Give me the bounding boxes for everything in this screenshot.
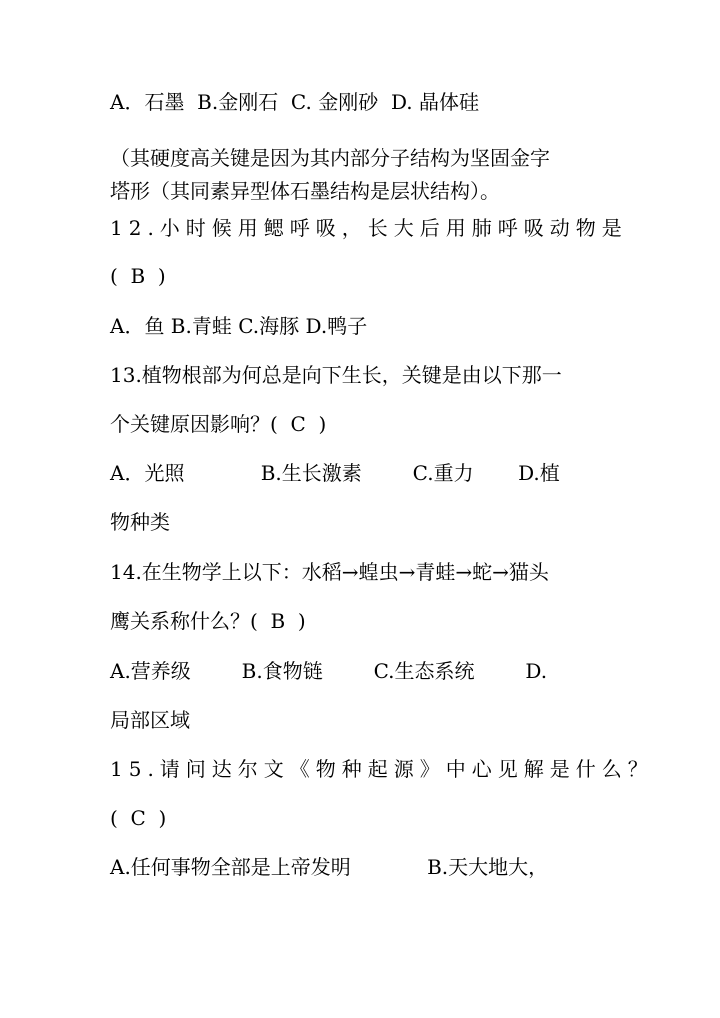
q11-explanation-line-2: 塔形（其同素异型体石墨结构是层状结构）。 [110, 179, 500, 203]
q12-options: A．鱼 B.青蛙 C.海豚 D.鸭子 [110, 314, 368, 338]
q12-answer: ( B ) [110, 264, 166, 288]
q11-explanation-line-1: （其硬度高关键是因为其内部分子结构为坚固金字 [110, 146, 550, 170]
q14-question-line-1: 14.在生物学上以下：水稻→蝗虫→青蛙→蛇→猫头 [110, 560, 549, 584]
q14-options-line-1: A.营养级 B.食物链 C.生态系统 D. [110, 659, 548, 683]
q13-question-line-2: 个关键原因影响？( C ) [110, 412, 327, 436]
q13-options-line-2: 物种类 [110, 510, 170, 534]
q14-question-line-2: 鹰关系称什么？( B ) [110, 609, 306, 633]
q15-answer: ( C ) [110, 806, 167, 830]
q15-question: 15.请问达尔文《物种起源》中心见解是什么？ [110, 757, 654, 781]
q15-options-line-1: A.任何事物全部是上帝发明 B.天大地大， [110, 855, 549, 879]
q11-options: A．石墨 B.金刚石 C. 金刚砂 D. 晶体硅 [110, 90, 479, 114]
q13-question-line-1: 13.植物根部为何总是向下生长，关键是由以下那一 [110, 363, 562, 387]
q12-question: 12.小时候用鳃呼吸，长大后用肺呼吸动物是 [110, 216, 628, 240]
q14-options-line-2: 局部区域 [110, 708, 190, 732]
q13-options-line-1: A．光照 B.生长激素 C.重力 D.植 [110, 461, 560, 485]
